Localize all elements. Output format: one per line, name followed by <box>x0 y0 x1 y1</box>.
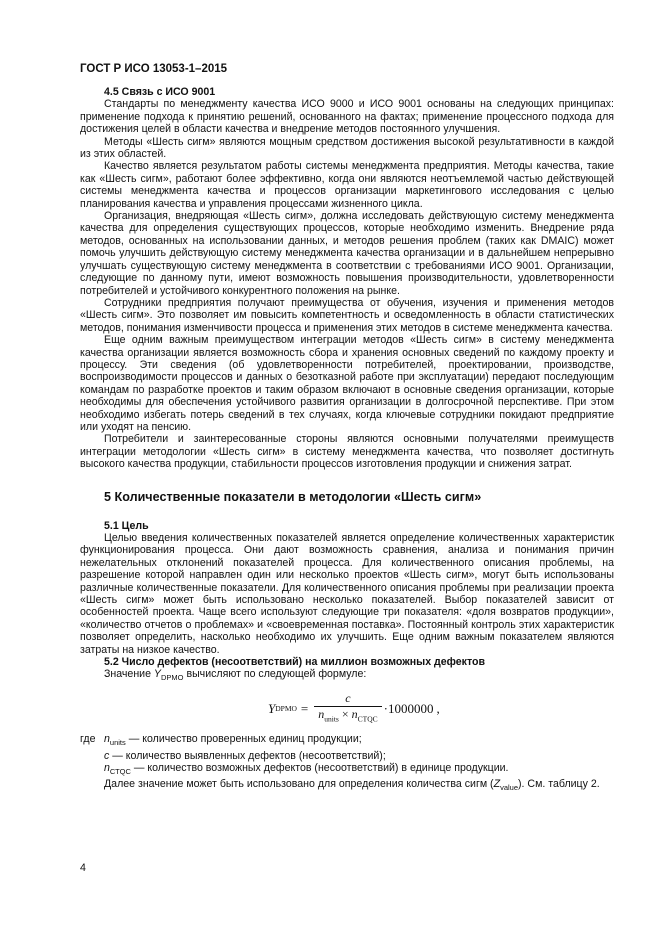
formula-equals: = <box>300 700 309 716</box>
formula-lhs: Y <box>268 700 276 716</box>
formula-denominator: $n_{units} \times n_{СТQС}$ <box>314 706 381 726</box>
paragraph-5-1: Целью введения количественных показателей является определение количественных характеристик функционирования процесса. Они дают возможность сравнения, анализа и понимания причин нежелательных отклонений показателей процесса. Для количественного описания проблемы, на разрешение которой направлен один или несколько проектов «Шесть сигм», могут быть использованы различные количественные показатели. Для количественного описания проблемы при реализации проекта «Шесть сигм» может быть использовано несколько показателей. Выбор показателей зависит от особенностей проекта. Чаще всего используют следующие три показателя: «доля возвратов продукции», «количество отчетов о проблемах» и «своевременная поставка». Постоянный контроль этих характеристик позволяет определить, насколько необходимо их улучшить. Еще одним важным показателем являются затраты на низкое качество. <box>80 532 614 656</box>
section-5-2-heading: 5.2 Число дефектов (несоответствий) на миллион возможных дефектов <box>104 656 486 669</box>
paragraph-4-5-2: Методы «Шесть сигм» являются мощным средством достижения высокой результативности в каждой из этих областей. <box>80 135 614 161</box>
paragraph-4-5-7: Потребители и заинтересованные стороны являются основными получателями преимуществ интеграции методологии «Шесть сигм» в систему менеджмента качества, что позволяет достигнуть высокого качества продукции, стабильности процессов изготовления продукции и снижения затрат. <box>80 433 614 471</box>
closing-paragraph: Далее значение может быть использовано для определения количества сигм $(Z_{value})$. См. таблицу 2. <box>104 778 600 793</box>
section-5-1-heading: 5.1 Цель <box>104 519 149 532</box>
dpmo-formula <box>268 689 614 729</box>
paragraph-4-5-6: Еще одним важным преимуществом интеграции методов «Шесть сигм» в систему менеджмента качества организации является возможность сбора и хранения основных сведений по каждому проекту и процессу. Эти сведения (об удовлетворенности потребителей, проектировании, производстве, воспроизводимости процессов и данных о безотказной работе при эксплуатации) передают последующим командам по разработке проектов и таким образом включают в основные сведения организации, которые необходимы для обеспечения устойчивого развития организации в долгосрочной перспективе. При этом необходимо избегать потерь сведений в тех случаях, когда ключевые сотрудники покидают предприятие или уходят на пенсию. <box>80 334 614 433</box>
section-4-5-heading: 4.5 Связь с ИСО 9001 <box>104 86 216 98</box>
formula-multiplier: ·1000000 <box>383 700 434 716</box>
section-5-heading: 5 Количественные показатели в методологии «Шесть сигм» <box>104 489 482 504</box>
formula-numerator: c <box>345 691 351 706</box>
definition-c: с — количество выявленных дефектов (несоответствий); <box>104 749 386 762</box>
definition-n-ctqc: $n_{СТQС}$ — количество возможных дефектов (несоответствий) в единице продукции. <box>104 761 509 777</box>
formula-intro: Значение $Y_{DPMO}$ вычисляют по следующей формуле: <box>104 668 367 683</box>
page-number: 4 <box>80 862 86 874</box>
definition-n-units: где $n_{units}$ — количество проверенных единиц продукции; <box>80 732 362 748</box>
paragraph-4-5-3: Качество является результатом работы системы менеджмента предприятия. Методы качества, такие как «Шесть сигм», работают более эффективно, когда они являются неотъемлемой частью действующей системы менеджмента качества и процессов организации маркетингового исследования с целью планирования качества и управления процессами жизненного цикла. <box>80 160 614 210</box>
formula-lhs-subscript: DPMO <box>275 703 297 713</box>
paragraph-4-5-1: Стандарты по менеджменту качества ИСО 9000 и ИСО 9001 основаны на следующих принципах: применение подхода к принятию решений, основанного на фактах; применение процессного подхода для достижения целей в области качества и внедрение методов постоянного улучшения. <box>80 98 614 136</box>
formula-end: , <box>436 700 440 716</box>
standard-header: ГОСТ Р ИСО 13053-1–2015 <box>80 63 228 75</box>
paragraph-4-5-5: Сотрудники предприятия получают преимущества от обучения, изучения и применения методов «Шесть сигм». Это позволяет им повысить компетентность и осведомленность в области статистических методов, понимания изменчивости процесса и применения этих методов в системе менеджмента качества. <box>80 296 614 334</box>
main-content <box>80 86 614 795</box>
paragraph-4-5-4: Организация, внедряющая «Шесть сигм», должна исследовать действующую систему менеджмента качества для определения существующих процессов, которые необходимо изменить. Внедрение ряда методов, основанных на использовании данных, и методов решения проблем (таких как DMAIC) может помочь улучшить действующую систему менеджмента качества организации и в дальнейшем непрерывно улучшать существующую систему менеджмента в соответствии с требованиями ИСО 9001. Организации, следующие по данному пути, имеют возможность повышения производительности, удовлетворенности потребителей и устойчивого конкурентного положения на рынке. <box>80 210 614 297</box>
formula-fraction <box>314 692 381 725</box>
